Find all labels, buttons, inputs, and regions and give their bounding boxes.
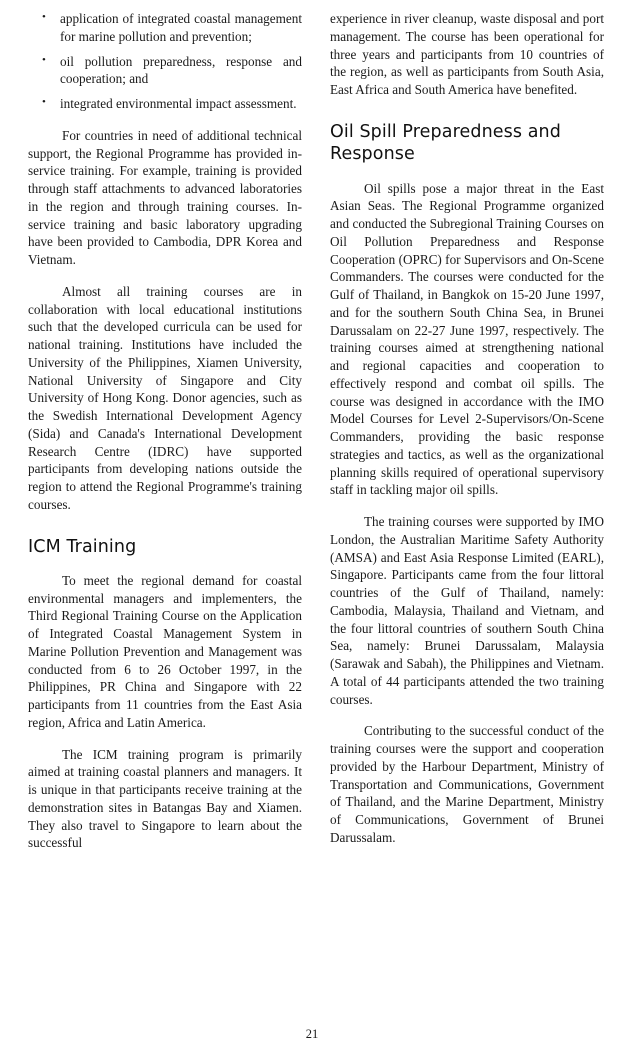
- list-item-text: oil pollution preparedness, response and cooperation; and: [60, 53, 302, 87]
- section-heading-oil-spill: Oil Spill Preparedness and Response: [330, 121, 561, 165]
- section-heading-icm-training: ICM Training: [28, 536, 137, 557]
- bullet-icon: •: [42, 11, 46, 23]
- paragraph: Almost all training courses are in collaboration with local educational institutions such that the developed curricula can be used for national training. Institutions have included the University of the Philippines, Xiamen University, National University of Singapore and City University of Hong Kong. Donor agencies, such as the Swedish International Development Agency (Sida) and Canada's International Development Research Centre (IDRC) have supported participants from developing nations outside the region to attend the Regional Programme's training courses.: [28, 283, 302, 512]
- list-item-text: application of integrated coastal management for marine pollution and prevention;: [60, 11, 302, 44]
- bullet-icon: •: [42, 96, 46, 108]
- bullet-list: [28, 10, 302, 113]
- paragraph: To meet the regional demand for coastal environmental managers and implementers, the Third Regional Training Course on the Application of Integrated Coastal Management System in Marine Pollution Prevention and Management was conducted from 6 to 26 October 1997, in the Philippines, PR China and Singapore with 22 participants from 11 countries from the East Asia region, Africa and Latin America.: [28, 572, 302, 730]
- list-item: [28, 10, 302, 46]
- left-column: [28, 10, 302, 1010]
- paragraph: The ICM training program is primarily aimed at training coastal planners and managers. It is unique in that participants receive training at the demonstration sites in Batangas Bay and Xiamen. They also travel to Singapore to learn about the successful: [28, 746, 302, 851]
- paragraph: Oil spills pose a major threat in the East Asian Seas. The Regional Programme organized and conducted the Subregional Training Courses on Oil Pollution Preparedness and Response Cooperation (OPRC) for Supervisors and On-Scene Commanders. The courses were conducted for the Gulf of Thailand, in Bangkok on 15-20 June 1997, and for the southern South China Sea, in Brunei Darussalam on 22-27 June 1997, respectively. The training courses aimed at strengthening national and regional capacities and cooperation to effectively respond and combat oil spills. The course was designed in accordance with the IMO Model Courses for Level 2-Supervisors/On-Scene Commanders, providing the basic response strategies and tactics, as well as the organizational planning skills required of operational supervisory staff in tackling major oil spills.: [330, 180, 604, 498]
- list-item: [28, 53, 302, 89]
- paragraph: The training courses were supported by IMO London, the Australian Maritime Safety Authority (AMSA) and East Asia Response Limited (EARL), Singapore. Participants came from the four littoral countries of the Gulf of Thailand, namely: Cambodia, Malaysia, Thailand and Vietnam, and the four littoral countries of southern South China Sea, namely: Brunei Darussalam, Malaysia (Sarawak and Sabah), the Philippines and Vietnam. A total of 44 participants attended the two training courses.: [330, 514, 604, 707]
- paragraph-continuation: experience in river cleanup, waste disposal and port management. The course has been operational for three years and participants from 10 countries of the region, as well as participants from South Asia, East Africa and South America have benefited.: [330, 11, 604, 97]
- paragraph: For countries in need of additional technical support, the Regional Programme has provided in-service training. For example, training is provided through staff attachments to advanced laboratories in the region and through training courses. In-service training and basic laboratory upgrading have been provided to Cambodia, DPR Korea and Vietnam.: [28, 127, 302, 267]
- page-number: 21: [305, 1027, 319, 1041]
- bullet-icon: •: [42, 53, 46, 66]
- list-item: [28, 95, 302, 113]
- list-item-text: integrated environmental impact assessment.: [60, 96, 297, 111]
- two-column-layout: [28, 10, 604, 1010]
- right-column: [330, 10, 604, 1010]
- paragraph: Contributing to the successful conduct of the training courses were the support and cooperation provided by the Harbour Department, Ministry of Transportation and Communications, Government of Thailand, and the Marine Department, Ministry of Communications, Government of Brunei Darussalam.: [330, 723, 604, 845]
